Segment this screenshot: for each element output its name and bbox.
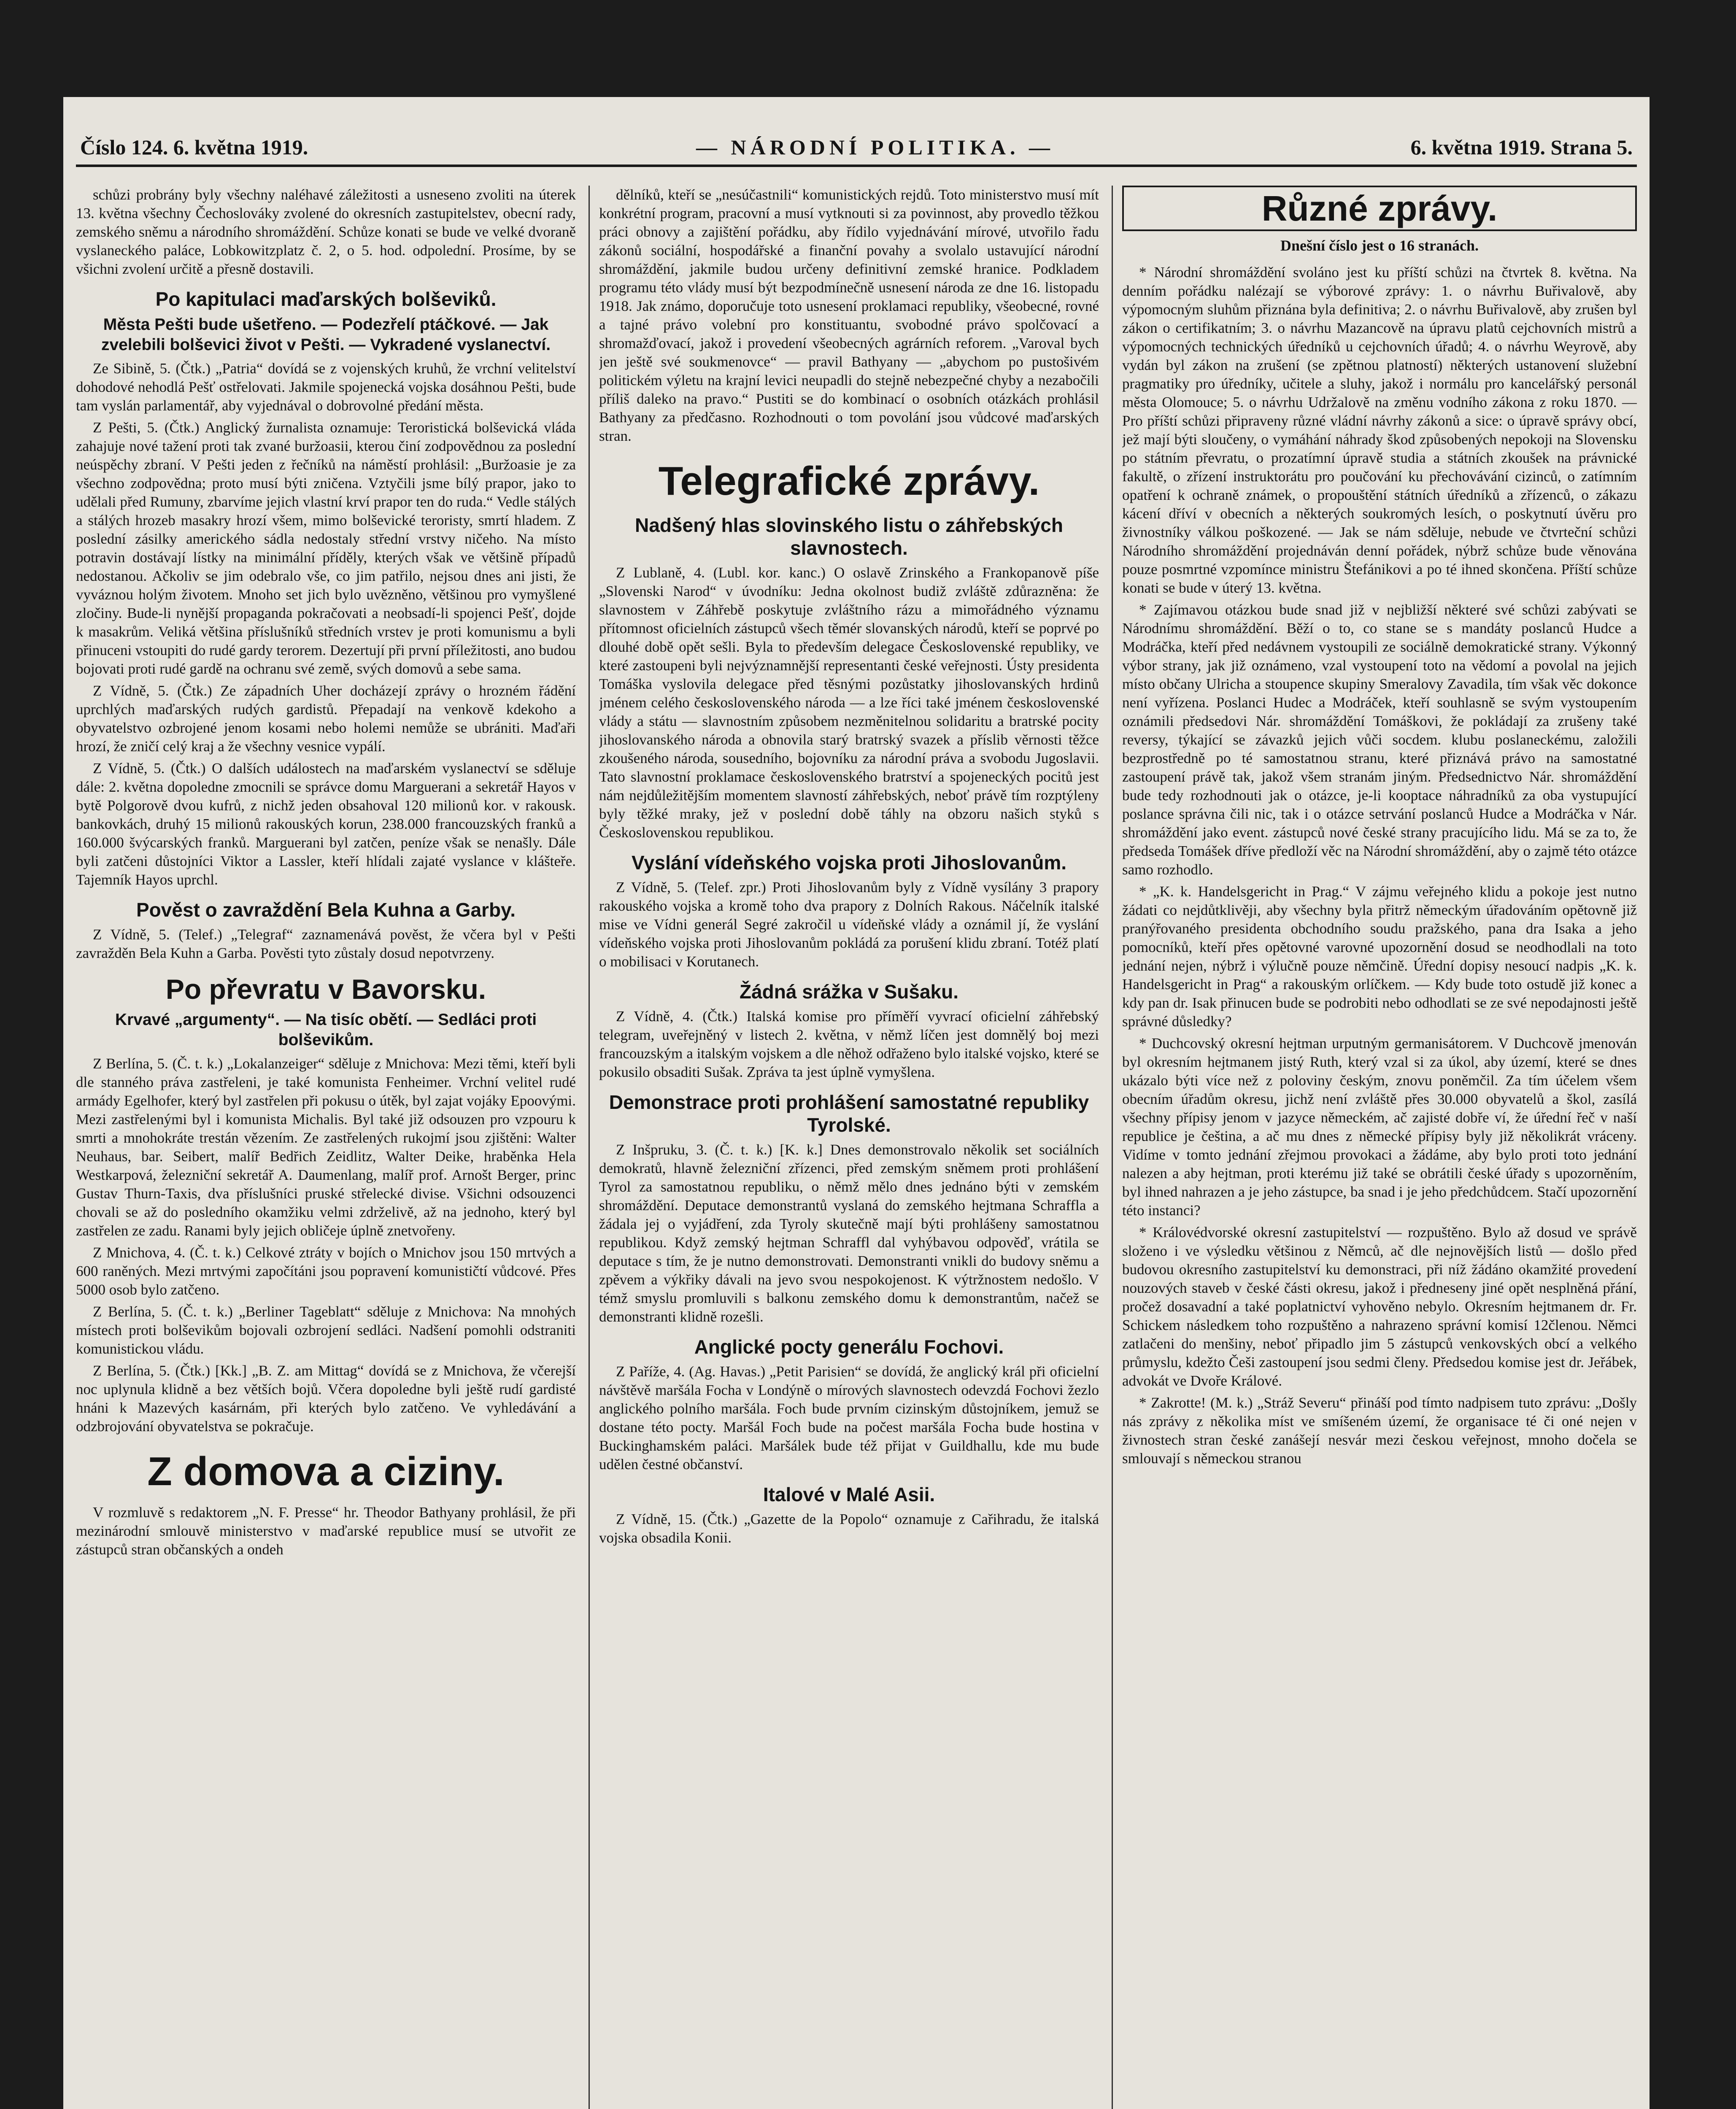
headline: Vyslání vídeňského vojska proti Jihoslovanům. (631, 852, 1067, 874)
column-2 (599, 186, 1099, 2109)
newspaper-title: — NÁRODNÍ POLITIKA. — (696, 135, 1054, 159)
article-text: Z Berlína, 5. (Čtk.) [Kk.] „B. Z. am Mittag“ dovídá se z Mnichova, že včerejší noc uplynula klidně a bez větších bojů. Včera dopoledne byli ještě rudí gardisté hnáni k Mazevých kasárnám, při kterých bylo zatčeno. Ve vyhledávání a odzbrojování obyvatelstva se pokračuje. (76, 1362, 576, 1435)
article-text: dělníků, kteří se „nesúčastnili“ komunistických rejdů. Toto ministerstvo musí mít konkrétní program, pracovní a musí vytknouti si za povinnost, aby provedlo těžkou práci obnovy a zajištění pořádku, aby řídilo vyjednávání mírové, utvořilo řadu zákonů sociální, hospodářské a finanční povahy a svolalo ustavující národní shromáždění, jakmile budou určeny definitivní zemské hranice. Podkladem programu této vlády musí být bezpodmínečně usnesení národa ze dne 16. listopadu 1918. Jak známo, doporučuje toto usnesení proklamaci republiky, všeobecné, rovné a tajné právo volební pro konstituantu, svobodné právo spolčovací a shromažďovací, jakož i provedení všeobecných agrárních reforem. „Varoval bych jen ještě své soukmenovce“ — pravil Bathyany — „abychom po pustošivém politickém výletu na krajní levici neupadli do stejně nebezpečné chyby a nezabočili příliš daleko na pravo.“ Pustiti se do kombinací o osobních otázkách prohlásil Bathyany za předčasno. Rozhodnouti o tom povolání jsou vůdcové maďarských stran. (599, 186, 1099, 444)
headline: Žádná srážka v Sušaku. (739, 981, 959, 1003)
header-rule (76, 165, 1637, 167)
masthead (63, 118, 1650, 169)
article-text: Z Vídně, 15. (Čtk.) „Gazette de la Popolo“ oznamuje z Cařihradu, že italská vojska obsadila Konii. (599, 1511, 1099, 1546)
article-text: Z Vídně, 5. (Telef.) „Telegraf“ zaznamenává pověst, že včera byl v Pešti zavražděn Bela Kuhn a Garba. Pověsti tyto zůstaly dosud nepotvrzeny. (76, 926, 576, 961)
article-text: Z Vídně, 5. (Telef. zpr.) Proti Jihoslovanům byly z Vídně vysílány 3 prapory rakouského vojska a kromě toho dva prapory z Dolních Rakous. Náčelník italské mise ve Vídni generál Segré zakročil u vídeňské vlády a oznámil jí, že vyslání vídeňského vojska proti Jihoslovanům pokládá za porušení klidu zbraní. Totéž platí o mobilisaci v Korutanech. (599, 879, 1099, 970)
section-note: Dnešní číslo jest o 16 stranách. (1280, 237, 1479, 254)
article-text: Z Lublaně, 4. (Lubl. kor. kanc.) O oslavě Zrinského a Frankopanově píše „Slovenski Narod“ v úvodníku: Jedna okolnost budiž zvláště zdůrazněna: že slavnostem v Záhřebě poskytuje zvláštního rázu a mimořádného významu přítomnost oficielních zástupců všech těmér slovanských národů, kteří se poprvé po dlouhé době opět sešli. Byla to především delegace Československé republiky, ve které zastoupeni byli nejvýznamnější representanti české veřejnosti. Ústy presidenta Tomáška vyslovila delegace před těsnými pozůstatky jihoslovanských hrdinů jménem celého československého národa — a lze říci také jménem československé vlády a státu — slavnostním způsobem nezměnitelnou solidaritu a bratrské pocity jihoslovanského národa a obnovila starý bratrský svazek a příslib věrnosti těžce zkoušeného národa, sousedního, bojovníku za národní práva a svobodu Jugoslavii. Tato slavnostní proklamace československého bratrství a spojeneckých pocitů jest nám nejdůležitějším momentem slavností záhřebských, neboť právě tím rozptýleny byly těžké mraky, jež v poslední době táhly na obzoru našich styků s Československou republikou. (599, 564, 1099, 841)
article-text: * Duchcovský okresní hejtman urputným germanisátorem. V Duchcově jmenován byl okresním hejtmanem jistý Ruth, který vzal si za úkol, aby území, které se dnes ukázalo býti více než z poloviny českým, znovu poněmčil. Za tím účelem všem obecním úřadům okresu, jichž není zvláště přes 30.000 obyvatelů a škol, zasílá všechny přípisy jenom v jazyce německém, ač zajisté dobře ví, že úřední řeč v naší republice je čeština, a ač mu dnes z německé přípisy byly již několikrát vráceny. Vidíme v tomto jednání zřejmou provokaci a žádáme, aby bylo proti toto jednání nalezen a aby hejtman, proti kterému již také se obrátili české úřady s upozorněním, byl ihned nahrazen a je jeho zástupce, ba snad i je jeho předchůdcem. Stačí upozornění této instanci? (1122, 1035, 1637, 1219)
headline: Italové v Malé Asii. (763, 1483, 935, 1505)
headline: Nadšený hlas slovinského listu o záhřebských slavnostech. (635, 514, 1063, 559)
section-title: Telegrafické zprávy. (658, 458, 1040, 504)
article-text: * Zajímavou otázkou bude snad již v nejbližší některé své schůzi zabývati se Národnímu shromáždění. Běží o to, co stane se s mandáty poslanců Hudce a Modráčka, kteří před nedávnem vystoupili ze sociálně demokratické strany. Výkonný výbor strany, jak již oznámeno, vzal vystoupení toto na vědomí a povolal na jejich místo občany Ulricha a stoupence skupiny Smeralovy Zavadila, tím však věc dokonce není vyřízena. Poslanci Hudec a Modráček, kteří souhlasně se svým vystoupením oznámili předsedovi Nár. shromáždění Tomáškovi, že pokládají za zrušeny také reversy, týkající se závazků jejich vůči socdem. klubu poslaneckému, založili bezprostředně po té samostatnou stranu, které přiznává právo na samostatné zastoupení právě tak, jakož všem stranám jiným. Předsednictvo Nár. shromáždění bude tedy rozhodnouti jak o otázce, je-li kooptace náhradníků za oba vystupující poslance správna čili nic, tak i o otázce setrvání poslanců Hudce a Modráčka v Nár. shromáždění jako event. zástupců nové české strany pracujícího lidu. Má se za to, že předseda Tomášek dříve předloží věc na Národní shromáždění, aby o zajmě této otázce samo rozhodlo. (1122, 601, 1637, 878)
article-text: Z Vídně, 5. (Čtk.) O dalších událostech na maďarském vyslanectví se sděluje dále: 2. května dopoledne zmocnili se správce domu Marguerani a sekretář Hayos v bytě Polgorově dvou kufrů, z nichž jeden obsahoval 120 milionů kor. v rakousk. bankovkách, druhý 15 milionů rakouských korun, 238.000 francouzských franků a 160.000 švýcarských franků. Marguerani byl zatčen, peníze však se nenašly. Dále byli zatčeni důstojníci Viktor a Lassler, kteří hlídali zajaté vyslance v klášteře. Tajemník Hayos uprchl. (76, 760, 576, 888)
section-title: Z domova a ciziny. (147, 1449, 505, 1494)
column-3 (1122, 186, 1637, 2109)
article-text: Z Pešti, 5. (Čtk.) Anglický žurnalista oznamuje: Teroristická bolševická vláda zahajuje nové tažení proti tak zvané buržoasii, kterou činí zodpovědnou za poslední neúspěchy zbraní. V Pešti jeden z řečníků na náměstí prohlásil: „Buržoasie je za všechno zodpovědna; proto musí býti zničena. Vztyčili jsme bílý prapor, jako to udělali před Rumuny, zbarvíme jejich vlastní krví prapor ten do ruda.“ Vedle stálých a stálých hrozeb masakry hrozí všem, mimo bolševické teroristy, smrtí hladem. Z poslední zásilky amerického sádla nedostaly střední vrstvy ničeho. Na místo potravin dostávají lístky na minimální příděly, kterých však ve většině případů nedostanou. Ačkoliv se jim odebralo vše, co jim patřilo, nejsou dnes ani jisti, že vyváznou holým životem. Mnoho set jich bylo uvězněno, většinou pro vymyšlené zločiny. Bude-li nynější propaganda pokračovati a neobsadí-li spojenci Pešť, dojde k masakrům. Veliká většina příslušníků středních vrstev je proti komunismu a byli přinuceni vstoupiti do rudé gardy terorem. Dezertují při první příležitosti, ano budou bojovati proti rudé gardě na ochranu své země, svých domovů a sebe sama. (76, 419, 576, 677)
headline: Po převratu v Bavorsku. (165, 974, 486, 1005)
article-text: Z Paříže, 4. (Ag. Havas.) „Petit Parisien“ se dovídá, že anglický král při oficielní návštěvě maršála Focha v Londýně o mírových slavnostech odevzdá Fochovi žezlo anglického polního maršála. Foch bude prvním cizinským důstojníkem, jemuž se dostane této pocty. Maršál Foch bude na počest maršála Focha bude hostina v Buckinghamském paláci. Maršálek bude též přijat v Guildhallu, kde mu bude udělen čestné občanství. (599, 1363, 1099, 1473)
article-text: Z Mnichova, 4. (Č. t. k.) Celkové ztráty v bojích o Mnichov jsou 150 mrtvých a 600 raněných. Mezi mrtvými započítáni jsou popravení komunističtí vůdcové. Přes 5000 osob bylo zatčeno. (76, 1244, 576, 1298)
column-divider (589, 186, 590, 2109)
article-text: Z Berlína, 5. (Č. t. k.) „Berliner Tageblatt“ sděluje z Mnichova: Na mnohých místech proti bolševikům bojovali ozbrojení sedláci. Nadšení pomohli odstraniti komunistickou vládu. (76, 1303, 576, 1357)
article-text: schůzi probrány byly všechny naléhavé záležitosti a usneseno zvoliti na úterek 13. května všechny Čechoslováky zvolené do okresních zastupitelstev, obecní rady, zemského sněmu a národního shromáždění. Schůze konati se bude ve velké dvoraně vyslaneckého paláce, Lobkowitzplatz č. 2, o 5. hod. odpolední. Prosíme, by se všichni zvolení určitě a přesně dostavili. (76, 186, 576, 277)
article-text: * „K. k. Handelsgericht in Prag.“ V zájmu veřejného klidu a pokoje jest nutno žádati co nejdůtklivěji, aby všechny byla přitrž německým úřadováním opětovně již pranýřovaného presidenta obchodního soudu pražského, pana dra Isaka a jeho pomocníků, kteří přes opětovné varovné upozornění dosud se neodhodlali na toto jednání nejen, nýbrž i výlučně pouze němčině. Úřední dopisy nesoucí nadpis „K. k. Handelsgericht in Prag“ a rakouským orlíčkem. — Kdy bude toto ostudě již konec a kdy pan dr. Isak přinucen bude se podrobiti nebo odhodlati se ze své nepodajnosti ještě správné důsledky? (1122, 883, 1637, 1030)
date-page: 6. května 1919. Strana 5. (1410, 135, 1633, 159)
article-text: Z Vídně, 4. (Čtk.) Italská komise pro příměří vyvrací oficielní záhřebský telegram, uveřejněný v listech 2. května, v němž líčen jest domnělý boj mezi francouzským a italským vojskem a dle něhož odřaženo bylo italské vojsko, které se pokusilo obsaditi Sušak. Zpráva ta jest úplně vymyšlena. (599, 1008, 1099, 1080)
article-text: * Zakrotte! (M. k.) „Stráž Severu“ přináší pod tímto nadpisem tuto zprávu: „Došly nás zprávy z několika míst ve smíšeném území, že organisace té či oné nejen v živnostech stran české zanášejí nesvár mezi českou veřejnost, mnoho dočela se smlouvají s německou stranou (1122, 1394, 1637, 1467)
column-1 (76, 186, 576, 2109)
article-text: Z Berlína, 5. (Č. t. k.) „Lokalanzeiger“ sděluje z Mnichova: Mezi těmi, kteří byli dle stanného práva zastřeleni, je také komunista Fenheimer. Vrchní velitel rudé armády Egelhofer, který byl zastřelen při pokusu o útěk, byl zajat vojáky Epoovými. Mezi zastřelenými byl i komunista Michalis. Byl také již odsouzen pro vzpouru k smrti a mnohokráte trestán vězením. Ze zastřelených rukojmí jsou zjištěni: Walter Neuhaus, bar. Seibert, malíř Bedřich Zeidlitz, Walter Deike, hraběnka Hela Westkarpová, železniční sekretář A. Daumenlang, malíř prof. Arnošt Berger, princ Gustav Thurn-Taxis, dva příslušníci pruské střelecké divise. Všichni odsouzenci chovali se až do posledního okamžiku velmi zdrželivě, až na jednoho, který byl zastřelen ze zadu. Ranami byly jejich obličeje úplně znetvořeny. (76, 1055, 576, 1239)
headline: Demonstrace proti prohlášení samostatné republiky Tyrolské. (609, 1091, 1089, 1136)
article-text: Z Inšpruku, 3. (Č. t. k.) [K. k.] Dnes demonstrovalo několik set sociálních demokratů, hlavně železniční zřízenci, před zemským sněmem proti prohlášení Tyrol za samostatnou republiku, o němž mělo dnes jednáno býti v zemském shromáždění. Deputace demonstrantů vyslaná do zemského hejtmana Schraffla a žádala jej o vyjádření, zda Tyroly skutečně mají býti prohlášeny samostatnou republikou. Když zemský hejtman Schraffl dal vyhýbavou odpověď, vrátila se deputace s tím, že je nutno demonstrovati. Demonstranti vnikli do budovy sněmu a zpěvem a výkřiky dávali na jevo svou nespokojenost. K výtržnostem nedošlo. V témž smyslu promluvili s balkonu zemského domu k demonstrantům, načež se demonstranti klidně rozešli. (599, 1141, 1099, 1325)
article-text: V rozmluvě s redaktorem „N. F. Presse“ hr. Theodor Bathyany prohlásil, že při mezinárodní smlouvě ministerstvo v maďarské republice musí se utvořit ze zástupců stran občanských a ondeh (76, 1504, 576, 1558)
headline: Anglické pocty generálu Fochovi. (694, 1336, 1004, 1358)
newspaper-page (63, 97, 1650, 2109)
article-text: * Národní shromáždění svoláno jest ku příští schůzi na čtvrtek 8. května. Na denním pořádku nalézají se výborové zprávy: 1. o návrhu Buřivalově, aby výpomocným sluhům přiznána byla definitiva; 2. o návrhu Buřivalově, aby zrušen byl zákon o certifikatním; 3. o návrhu Mazancově na úpravu platů cejchovních mistrů a výpomocných technických úředníků u cejchovních úřadů; 4. o návrhu Weyrově, aby vydán byl zákon na zrušení (se zpětnou platností) některých ustanovení služební pragmatiky pro úředníky, učitele a sluhy, jakož i normálu pro kancelářský personál města Olomouce; 5. o návrhu Udržalově na změnu vodního zákona z roku 1870. — Pro příští schůzi připraveny různé vládní návrhy zákonů a sice: o úpravě správy obcí, jež mají býti sloučeny, o vymáhání náhrady škod způsobených nepokoji na Slovensku po státním převratu, o prozatímní úpravě studia a státních zkoušek na právnické fakultě, o zřízení instruktorátu pro poučování ku přechovávání cizinců, o zatímním opatření k ochraně známek, o propouštění státních úředníků a zřízenců, o zákazu kácení dříví v obecních a některých soukromých lesích, o poskytnutí úvěru pro živnostníky válkou poškozené. — Jak se nám sděluje, nebude ve čtvrteční schůzi Národního shromáždění projednáván denní pořádek, nýbrž schůze bude věnována pouze posmrtné vzpomínce ministru Štefánikovi a po té ihned skončena. Příští schůze konati se bude v úterý 13. května. (1122, 264, 1637, 596)
article-text: Ze Sibině, 5. (Čtk.) „Patria“ dovídá se z vojenských kruhů, že vrchní velitelství dohodové nehodlá Pešť ostřelovati. Jakmile spojenecká vojska dosáhnou Pešti, bude tam vyslán parlamentář, aby vyjednával o dobrovolné předání města. (76, 360, 576, 414)
subheadline: Města Pešti bude ušetřeno. — Podezřelí ptáčkové. — Jak zvelebili bolševici život v Pešti. — Vykradené vyslanectví. (101, 316, 551, 354)
column-divider (1112, 186, 1113, 2109)
headline: Pověst o zavraždění Bela Kuhna a Garby. (136, 899, 516, 921)
headline: Po kapitulaci maďarských bolševiků. (155, 288, 497, 310)
article-text: Z Vídně, 5. (Čtk.) Ze západních Uher docházejí zprávy o hrozném řádění uprchlých maďarských rudých gardistů. Přepadají na venkově kdekoho a obyvatelstvo ozbrojené jenom kosami nebo holemi nemůže se ubrániti. Maďaři hrozí, že zničí celý kraj a že všechny vesnice vypálí. (76, 682, 576, 755)
subheadline: Krvavé „argumenty“. — Na tisíc obětí. — Sedláci proti bolševikům. (115, 1011, 537, 1049)
issue-number: Číslo 124. 6. května 1919. (80, 135, 308, 159)
section-title: Různé zprávy. (1122, 186, 1637, 231)
article-text: * Královédvorské okresní zastupitelství — rozpuštěno. Bylo až dosud ve správě složeno i ve výsledku většinou z Němců, ač dle nejnovějších listů — došlo před budovou okresního zastupitelství ku demonstraci, při níž žádáno okamžité provedení nouzových staveb v české části okresu, jakož i předneseny jiné opět nesplněná přání, pročež dosavadní a také poplatnictví vyhověno nebylo. Okresním hejtmanem dr. Fr. Schickem následkem toho rozpuštěno a nahrazeno správní komisí 12členou. Němci zatlačeni do menšiny, neboť připadlo jim 5 zástupců venkovských obcí a velkého průmyslu, kdežto Češi zastoupení jsou sedmi členy. Předsedou komise jest dr. Jeřábek, advokát ve Dvoře Králové. (1122, 1224, 1637, 1389)
